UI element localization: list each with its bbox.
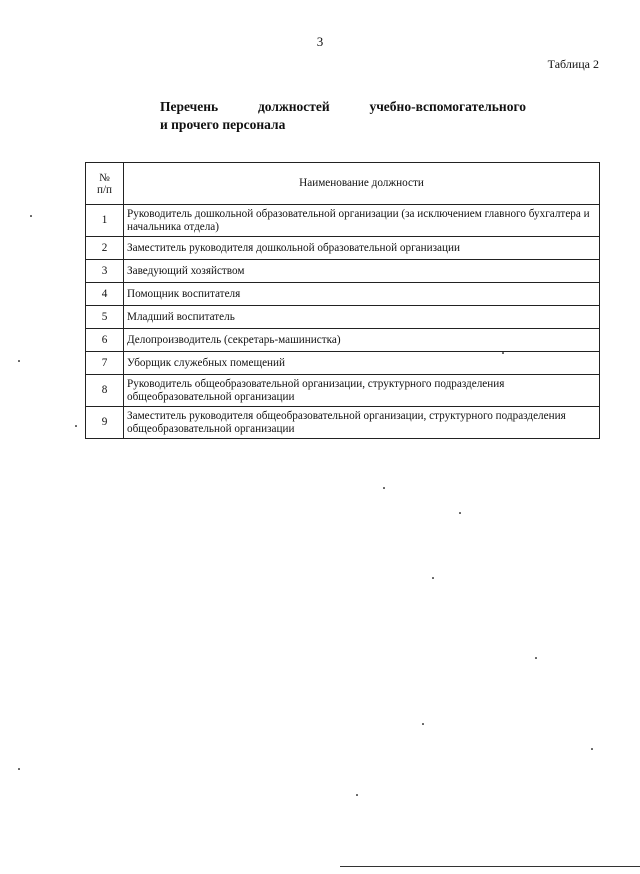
table-row [86,237,600,260]
scan-speck [459,512,461,514]
row-number: 7 [86,352,124,375]
table-header-row [86,163,600,205]
document-heading [160,98,526,134]
table-row [86,260,600,283]
scan-speck [502,352,504,354]
table-row [86,306,600,329]
row-number: 9 [86,407,124,439]
scan-speck [432,577,434,579]
scan-speck [591,748,593,750]
scan-speck [30,215,32,217]
heading-line-1 [160,98,526,116]
position-name: Младший воспитатель [124,306,600,329]
table-row [86,375,600,407]
scan-edge-line [340,866,640,867]
position-name: Руководитель дошкольной образовательной организации (за исключением главного бухгалтера и начальника отдела) [124,205,600,237]
row-number: 1 [86,205,124,237]
table-row [86,329,600,352]
heading-word: учебно-вспомогательного [369,99,526,114]
scan-speck [535,657,537,659]
heading-word: должностей [257,99,330,114]
table-caption: Таблица 2 [547,57,599,71]
scan-speck [75,425,77,427]
heading-word: Перечень [160,99,219,114]
row-number: 2 [86,237,124,260]
position-name: Помощник воспитателя [124,283,600,306]
position-name: Заместитель руководителя общеобразовательной организации, структурного подразделения общеобразовательной организации [124,407,600,439]
scan-speck [383,487,385,489]
positions-table [85,162,600,439]
scan-speck [18,360,20,362]
scan-speck [18,768,20,770]
position-name: Делопроизводитель (секретарь-машинистка) [124,329,600,352]
table-row [86,352,600,375]
position-name: Уборщик служебных помещений [124,352,600,375]
table-row [86,283,600,306]
page-number: 3 [316,34,324,49]
header-num-label: п/п [96,183,113,196]
row-number: 8 [86,375,124,407]
scan-speck [356,794,358,796]
row-number: 4 [86,283,124,306]
row-number: 5 [86,306,124,329]
scan-speck [422,723,424,725]
row-number: 6 [86,329,124,352]
position-name: Заведующий хозяйством [124,260,600,283]
position-name: Руководитель общеобразовательной организации, структурного подразделения общеобразовательной организации [124,375,600,407]
header-num-symbol: № [99,171,110,184]
table-row [86,205,600,237]
row-number: 3 [86,260,124,283]
position-name: Заместитель руководителя дошкольной образовательной организации [124,237,600,260]
header-name-cell: Наименование должности [124,163,600,205]
header-num-cell [86,163,124,205]
heading-line-2: и прочего персонала [160,117,286,132]
table-row [86,407,600,439]
